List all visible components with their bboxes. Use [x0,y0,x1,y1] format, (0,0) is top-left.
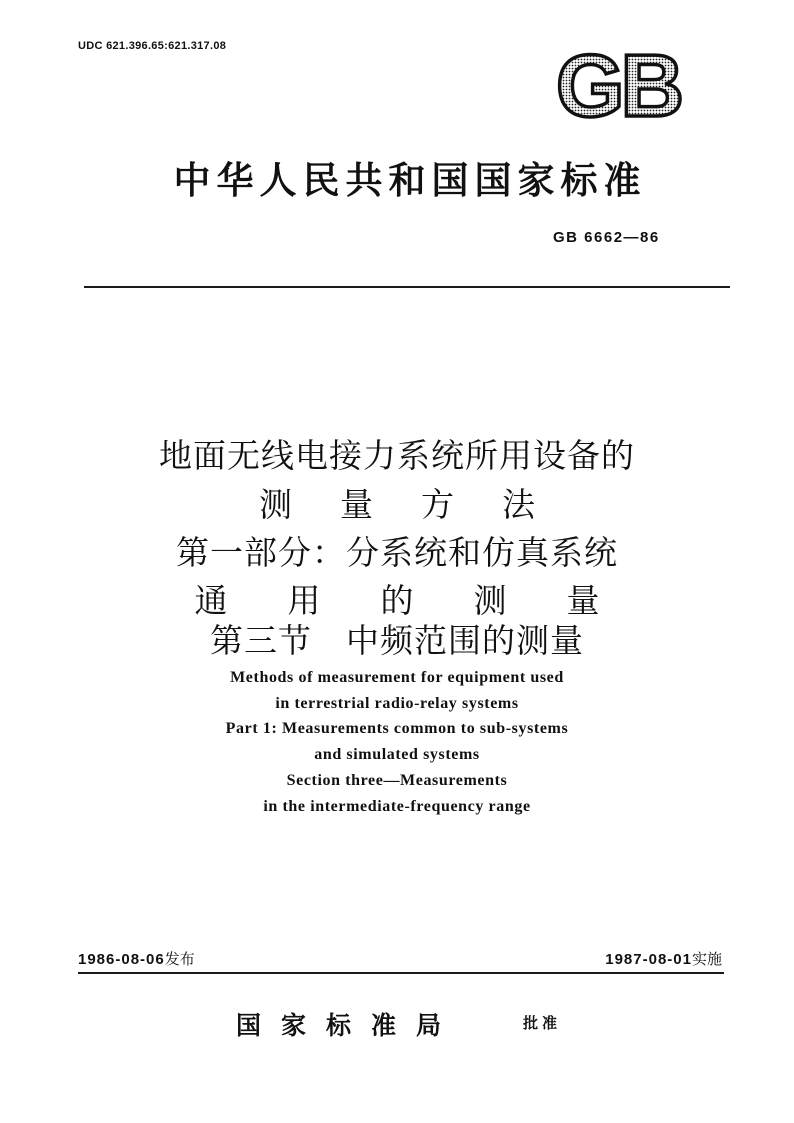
gb-logo-text: GB [556,46,680,122]
title-en-line-6: in the intermediate-frequency range [263,798,531,815]
gb-logo [538,46,698,122]
title-zh-line-2: 测量方法 [259,485,583,524]
title-zh-line-5: 第三节 中频范围的测量 [210,621,584,660]
title-en-line-2: in terrestrial radio-relay systems [275,695,519,712]
bottom-divider [78,972,724,974]
standard-number: GB 6662—86 [553,229,660,246]
approve-label: 批准 [523,1014,562,1032]
issuer-name: 国家标准局 [236,1011,462,1040]
implement-date [605,948,722,969]
title-en-line-5: Section three—Measurements [286,772,508,789]
issue-date-label: 发布 [164,950,195,968]
title-en-line-3: Part 1: Measurements common to sub-systems [225,720,569,737]
top-divider [84,286,730,288]
title-en-line-4: and simulated systems [314,746,480,763]
implement-date-label: 实施 [691,950,722,968]
organization-title: 中华人民共和国国家标准 [173,159,647,202]
title-zh-line-4: 通用的测量 [194,581,660,620]
title-en-line-1: Methods of measurement for equipment used [230,669,564,686]
title-zh-line-1: 地面无线电接力系统所用设备的 [159,436,635,475]
issue-date-value: 1986-08-06 [78,951,165,968]
title-zh-line-3: 第一部分：分系统和仿真系统 [176,533,618,572]
issue-date [78,948,195,969]
udc-code: UDC 621.396.65:621.317.08 [78,40,227,52]
implement-date-value: 1987-08-01 [605,951,692,968]
